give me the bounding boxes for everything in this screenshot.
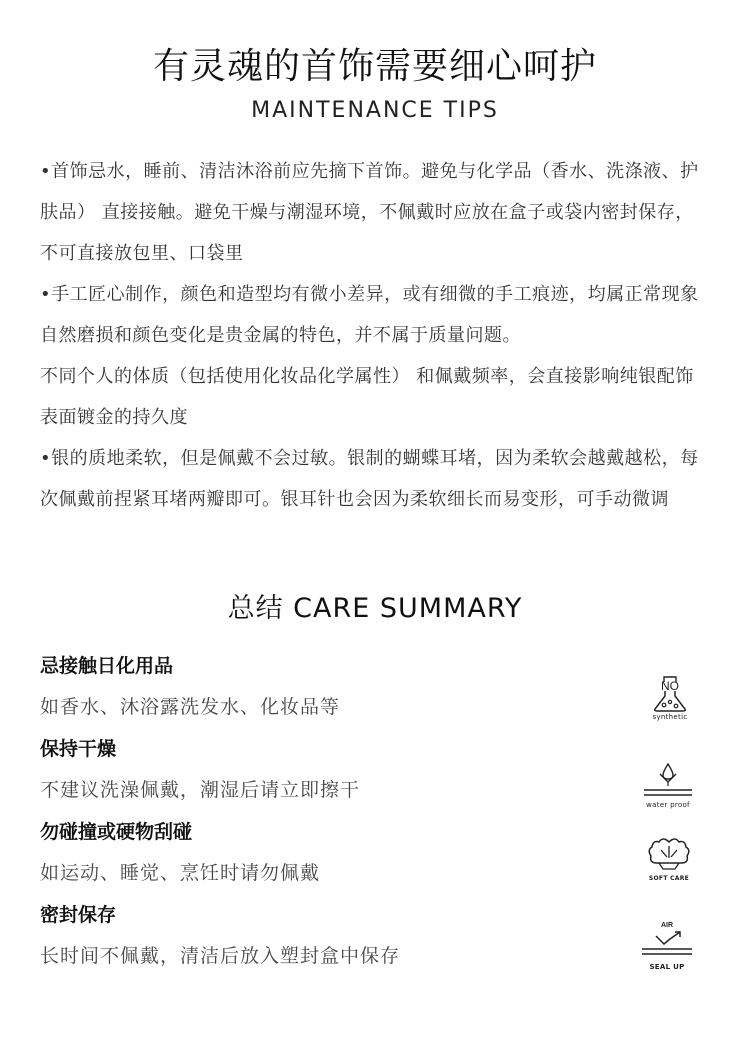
care-list	[40, 645, 560, 977]
page-title: 有灵魂的首饰需要细心呵护	[152, 46, 597, 87]
care-detail: 如运动、睡觉、烹饪时请勿佩戴	[40, 862, 321, 884]
care-heading: 密封保存	[40, 904, 117, 926]
flask-icon	[652, 690, 688, 712]
care-detail: 如香水、沐浴露洗发水、化妆品等	[40, 696, 341, 718]
tip-paragraph: •手工匠心制作，颜色和造型均有微小差异，或有细微的手工痕迹，均属正常现象 自然磨损和颜色变化是贵金属的特色，并不属于质量问题。	[40, 284, 699, 346]
water-proof-icon	[640, 760, 696, 809]
care-heading: 勿碰撞或硬物刮碰	[40, 821, 193, 843]
icon-label: SEAL UP	[649, 963, 685, 971]
care-heading: 忌接触日化用品	[40, 655, 174, 677]
tip-paragraph: •首饰忌水，睡前、清洁沐浴前应先摘下首饰。避免与化学品（香水、洗涤液、护肤品） 直接接触。避免干燥与潮湿环境，不佩戴时应放在盒子或袋内密封保存，不可直接放包里、口袋里	[40, 161, 699, 264]
soft-care-icon	[644, 836, 694, 882]
icon-label: water proof	[646, 801, 690, 809]
care-detail: 长时间不佩戴，清洁后放入塑封盒中保存	[40, 945, 401, 967]
tip-paragraph: 不同个人的体质（包括使用化妆品化学属性） 和佩戴频率，会直接影响纯银配饰表面镀金的持久度	[40, 366, 694, 428]
page-subtitle: MAINTENANCE TIPS	[251, 98, 499, 123]
icon-top-text: NO	[661, 679, 679, 690]
care-detail: 不建议洗澡佩戴，潮湿后请立即擦干	[40, 779, 361, 801]
cotton-icon	[647, 836, 691, 874]
care-heading: 保持干燥	[40, 738, 117, 760]
seal-up-icon	[638, 920, 696, 971]
icon-label: SOFT CARE	[648, 875, 690, 882]
no-synthetic-icon	[645, 676, 695, 721]
icon-top-text: AIR	[660, 922, 674, 929]
maintenance-tips	[40, 151, 710, 520]
no-synthetic-cap-icon	[652, 676, 688, 690]
icon-label: synthetic	[652, 713, 688, 721]
summary-title: 总结 CARE SUMMARY	[227, 593, 523, 624]
tip-paragraph: •银的质地柔软，但是佩戴不会过敏。银制的蝴蝶耳堵，因为柔软会越戴越松，每次佩戴前捏紧耳堵两瓣即可。银耳针也会因为柔软细长而易变形，可手动微调	[40, 448, 699, 510]
